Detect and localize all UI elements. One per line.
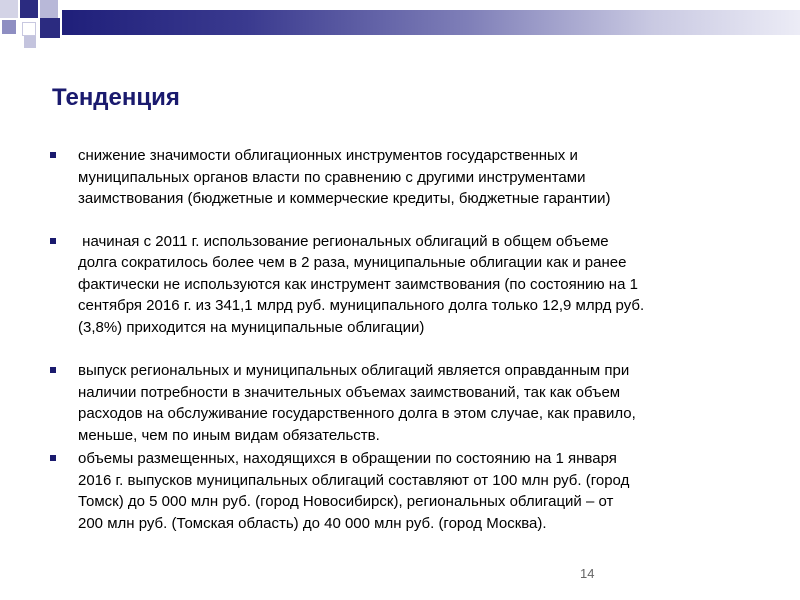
decor-square xyxy=(20,0,38,18)
decor-square xyxy=(40,18,60,38)
square-bullet-icon xyxy=(50,238,56,244)
bullet-line: Томск) до 5 000 млн руб. (город Новосибирск), региональных облигаций – от xyxy=(78,493,614,510)
bullet-item xyxy=(50,231,760,339)
decor-square xyxy=(2,20,16,34)
bullet-line: заимствования (бюджетные и коммерческие кредиты, бюджетные гарантии) xyxy=(78,190,611,207)
decor-square xyxy=(40,0,58,18)
bullet-line: сентября 2016 г. из 341,1 млрд руб. муниципального долга только 12,9 млрд руб. xyxy=(78,297,645,314)
bullet-list xyxy=(50,145,760,534)
bullet-line: меньше, чем по иным видам обязательств. xyxy=(78,426,380,444)
square-bullet-icon xyxy=(50,455,56,461)
header-decoration xyxy=(0,0,800,50)
bullet-line: выпуск региональных и муниципальных облигаций является оправданным при xyxy=(78,362,630,379)
bullet-item xyxy=(50,145,760,210)
bullet-line: 200 млн руб. (Томская область) до 40 000 млн руб. (город Москва). xyxy=(78,514,547,532)
header-gradient-bar xyxy=(62,10,800,35)
bullet-line: фактически не используются как инструмент заимствования (по состоянию на 1 xyxy=(78,275,638,293)
square-bullet-icon xyxy=(50,152,56,158)
decor-square xyxy=(24,36,36,48)
decor-square xyxy=(0,0,18,18)
bullet-line: снижение значимости облигационных инструментов государственных и xyxy=(78,147,578,164)
page-number: 14 xyxy=(580,566,595,581)
bullet-line: муниципальных органов власти по сравнению с другими инструментами xyxy=(78,168,586,186)
slide-title: Тенденция xyxy=(52,84,180,111)
bullet-line: (3,8%) приходится на муниципальные облигации) xyxy=(78,318,425,336)
square-bullet-icon xyxy=(50,367,56,373)
bullet-line: объемы размещенных, находящихся в обращении по состоянию на 1 января xyxy=(78,450,617,467)
bullet-line: наличии потребности в значительных объемах заимствований, так как объем xyxy=(78,383,621,401)
bullet-line: 2016 г. выпусков муниципальных облигаций составляют от 100 млн руб. (город xyxy=(78,471,630,489)
bullet-item xyxy=(50,360,760,446)
bullet-line: расходов на обслуживание государственного долга в этом случае, как правило, xyxy=(78,405,636,422)
decor-square xyxy=(22,22,36,36)
bullet-line: начиная с 2011 г. использование региональных облигаций в общем объеме xyxy=(78,232,609,250)
bullet-line: долга сократилось более чем в 2 раза, муниципальные облигации как и ранее xyxy=(78,254,627,271)
bullet-item xyxy=(50,448,760,534)
